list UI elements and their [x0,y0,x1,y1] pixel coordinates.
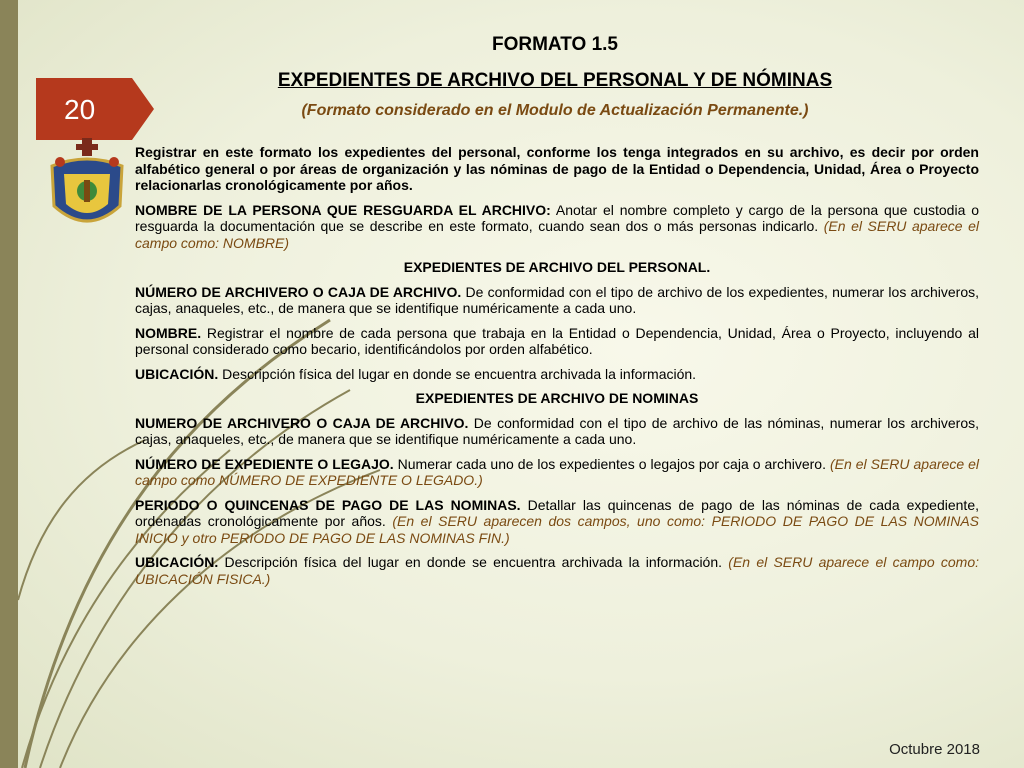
custodian-text: Anotar el nombre completo y cargo de la persona que custodia o resguarda la documentación que se describe en este formato, cuando sean dos o más personas indicarlo. [135,201,979,234]
nominas-item-label: PERIODO O QUINCENAS DE PAGO DE LAS NOMINAS. [135,496,521,513]
nominas-item-text: Descripción física del lugar en donde se encuentra archivada la información. [218,554,729,570]
nominas-item [135,456,979,489]
nominas-item-label: NÚMERO DE EXPEDIENTE O LEGAJO. [135,455,394,472]
custodian-note: (En el SERU aparece el campo como: NOMBRE) [135,218,979,251]
nominas-item-text: Detallar las quincenas de pago de las nóminas de cada expediente, ordenadas cronológicamente por años. [135,496,979,529]
header [130,34,980,120]
nominas-item-note: (En el SERU aparece el campo como NÚMERO DE EXPEDIENTE O LEGADO.) [135,455,979,488]
personal-item-label: NOMBRE. [135,324,202,341]
personal-item [135,284,979,317]
intro-text: Registrar en este formato los expedientes del personal, conforme los tenga integrados en su archivo, es decir por orden alfabético general o por áreas de organización y las nóminas de pago de la Entidad o Dependencia, Unidad, Área o Proyecto relacionarlas cronológicamente por años. [135,144,979,193]
nominas-item-note: (En el SERU aparecen dos campos, uno como: PERIODO DE PAGO DE LAS NOMINAS INICIO y otro PERIODO DE PAGO DE LAS NOMINAS FIN.) [135,513,980,546]
personal-item [135,325,979,358]
body-content [135,144,979,595]
personal-item-text: De conformidad con el tipo de archivo de los expedientes, numerar los archiveros, cajas, anaqueles, etc., de manera que se identifique numéricamente a cada uno. [135,283,979,316]
nominas-item [135,415,979,448]
format-label: FORMATO 1.5 [492,34,618,55]
nominas-item [135,497,979,547]
page-number: 20 [64,94,96,125]
footer-date: Octubre 2018 [889,741,980,758]
custodian-paragraph [135,202,979,252]
nominas-item [135,554,979,587]
nominas-item-label: UBICACIÓN. [135,554,219,570]
personal-item-text: Descripción física del lugar en donde se encuentra archivada la información. [218,365,697,382]
page-subtitle: (Formato considerado en el Modulo de Actualización Permanente.) [301,102,809,119]
personal-item-text: Registrar el nombre de cada persona que trabaja en la Entidad o Dependencia, Unidad, Área o Proyecto, incluyendo al personal considerado como becario, identificándolos por orden alfabético. [135,324,979,357]
custodian-label: NOMBRE DE LA PERSONA QUE RESGUARDA EL ARCHIVO: [135,201,551,218]
section-nominas-heading: EXPEDIENTES DE ARCHIVO DE NOMINAS [415,390,699,406]
nominas-item-label: NUMERO DE ARCHIVERO O CAJA DE ARCHIVO. [135,414,469,431]
personal-item-label: UBICACIÓN. [135,365,219,382]
personal-item-label: NÚMERO DE ARCHIVERO O CAJA DE ARCHIVO. [135,283,462,300]
intro-paragraph [135,144,979,194]
coat-of-arms-icon [46,136,128,238]
nominas-item-text: Numerar cada uno de los expedientes o legajos por caja o archivero. [393,455,830,472]
nominas-item-note: (En el SERU aparece el campo como: UBICACIÓN FISICA.) [135,554,979,587]
section-personal-heading: EXPEDIENTES DE ARCHIVO DEL PERSONAL. [403,259,711,275]
nominas-item-text: De conformidad con el tipo de archivo de las nóminas, numerar los archiveros, cajas, anaqueles, etc., de manera que se identifique numéricamente a cada uno. [135,414,979,447]
page-title: EXPEDIENTES DE ARCHIVO DEL PERSONAL Y DE NÓMINAS [277,70,833,91]
personal-item [135,366,979,383]
